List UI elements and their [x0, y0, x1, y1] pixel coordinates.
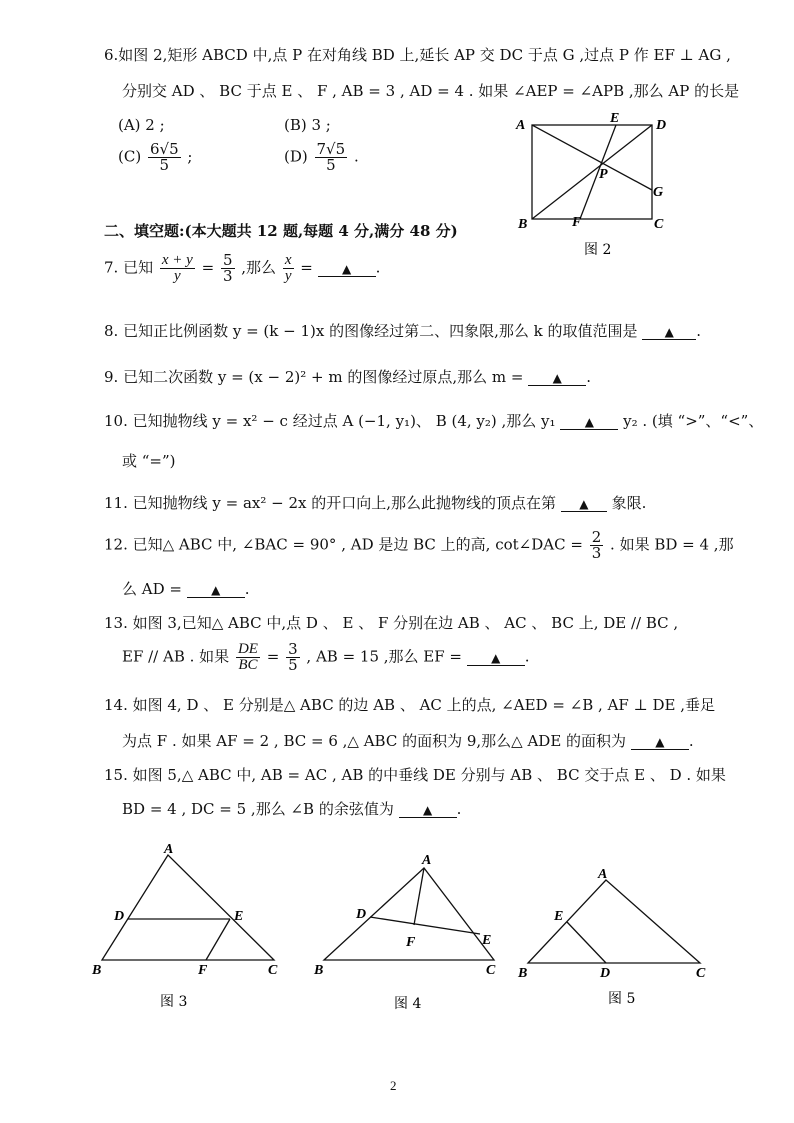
answer-mark: ▲ [422, 803, 433, 817]
fraction-numerator: x [284, 252, 292, 268]
fraction-numerator: 5 [222, 251, 233, 269]
q13-line2-prefix: EF // AB . 如果 [122, 647, 230, 666]
figure-5 [510, 860, 710, 1020]
fig3-segment-ef [206, 919, 230, 960]
fig3-label-e: E [234, 909, 244, 924]
q11-prefix: 11. 已知抛物线 y = ax² − 2x 的开口向上,那么此抛物线的顶点在第 [104, 494, 557, 512]
q14-end: . [688, 732, 694, 750]
q12-fraction [590, 530, 604, 561]
q6-option-d-fraction [315, 142, 348, 173]
q6-option-c-fraction [148, 142, 181, 173]
section-2-title: 二、填空题:(本大题共 12 题,每题 4 分,满分 48 分) [104, 222, 458, 240]
q6-option-d [284, 142, 359, 173]
q13-fraction-1 [236, 642, 260, 673]
fraction-numerator: DE [237, 641, 258, 657]
q10-line2: 或 “=”) [122, 452, 176, 470]
fig5-segment-ed [567, 922, 606, 963]
fig4-label-e: E [482, 933, 492, 948]
q14-line1: 14. 如图 4, D 、 E 分别是△ ABC 的边 AB 、 AC 上的点, ∠AED = ∠B , AF ⊥ DE ,垂足 [104, 696, 715, 714]
q14-line2 [122, 730, 694, 751]
answer-mark: ▲ [579, 497, 589, 511]
q9-end: . [586, 368, 592, 386]
answer-mark: ▲ [584, 415, 594, 429]
q10-line1-prefix: 10. 已知抛物线 y = x² − c 经过点 A (−1, y₁)、 B (4, y₂) ,那么 y₁ [104, 412, 556, 430]
fig2-label-p: P [599, 167, 608, 182]
figure-3 [88, 840, 298, 1020]
q8-end: . [696, 322, 702, 340]
fig4-label-a: A [422, 853, 432, 868]
fig4-label-d: D [356, 907, 367, 922]
fig2-label-c: C [654, 217, 664, 232]
q6-option-b: (B) 3 ; [284, 116, 331, 134]
q8 [104, 320, 701, 341]
fig4-label-f: F [406, 935, 416, 950]
fig5-label-e: E [554, 909, 564, 924]
q10-answer-blank[interactable] [560, 414, 618, 430]
fig2-diagonal-bd [532, 125, 652, 219]
q15-answer-blank[interactable] [399, 802, 457, 818]
q12-end: . [244, 580, 250, 598]
q8-text: 8. 已知正比例函数 y = (k − 1)x 的图像经过第二、四象限,那么 k 的取值范围是 [104, 322, 638, 340]
q9-answer-blank[interactable] [528, 370, 586, 386]
fig2-label-f: F [572, 215, 582, 230]
q11-answer-blank[interactable] [561, 496, 607, 512]
q15-end: . [456, 800, 462, 818]
q13-answer-blank[interactable] [467, 650, 525, 666]
q13-line2-suffix: , AB = 15 ,那么 EF = [306, 647, 463, 666]
fig5-caption: 图 5 [608, 991, 636, 1007]
answer-mark: ▲ [491, 650, 501, 665]
q9-text: 9. 已知二次函数 y = (x − 2)² + m 的图像经过原点,那么 m = [104, 368, 524, 386]
fraction-denominator: y [174, 268, 181, 284]
fig5-label-d: D [600, 966, 611, 981]
q8-answer-blank[interactable] [642, 324, 696, 340]
fraction-numerator: 7√5 [316, 140, 346, 158]
answer-mark: ▲ [552, 371, 562, 385]
fig2-label-g: G [653, 185, 664, 200]
fraction-denominator: 3 [591, 544, 602, 562]
fig3-label-f: F [198, 963, 208, 978]
q13-end: . [524, 647, 530, 666]
q15-line2-prefix: BD = 4 , DC = 5 ,那么 ∠B 的余弦值为 [122, 800, 394, 818]
fraction-denominator: 5 [288, 656, 298, 674]
fig5-label-a: A [598, 867, 608, 882]
fig2-label-d: D [656, 118, 667, 133]
q7-equals-2: = [300, 258, 313, 277]
fraction-denominator: 5 [326, 156, 336, 174]
fraction-numerator: 6√5 [149, 140, 179, 158]
q13-line2 [122, 642, 530, 673]
q7 [104, 253, 380, 284]
fig2-label-a: A [516, 118, 526, 133]
q6-option-c-label: (C) [118, 147, 142, 166]
q13-line1: 13. 如图 3,已知△ ABC 中,点 D 、 E 、 F 分别在边 AB 、 AC 、 BC 上, DE // BC , [104, 614, 679, 632]
fig4-caption: 图 4 [394, 996, 422, 1012]
q12-line2 [122, 578, 250, 599]
figure-2 [510, 108, 680, 258]
q7-end: . [375, 258, 381, 277]
fraction-numerator: 3 [288, 640, 298, 658]
page-number: 2 [390, 1078, 397, 1093]
q6-option-c [118, 142, 192, 173]
q12-answer-blank[interactable] [187, 582, 245, 598]
q6-option-d-label: (D) [284, 147, 308, 166]
q10-line1-suffix: y₂ . (填 “>”、“<”、 [623, 412, 764, 430]
q12-line1-suffix: . 如果 BD = 4 ,那 [610, 535, 734, 554]
q13-fraction-2 [286, 642, 300, 673]
q7-fraction-2 [221, 253, 235, 284]
fraction-denominator: 3 [222, 267, 233, 285]
q11-suffix: 象限. [611, 494, 647, 512]
fraction-denominator: y [284, 268, 292, 284]
fraction-denominator: 5 [159, 156, 170, 174]
fig4-label-c: C [486, 963, 496, 978]
answer-mark: ▲ [664, 325, 674, 339]
fig3-label-c: C [268, 963, 278, 978]
q13-equals: = [266, 647, 280, 666]
q6-option-a: (A) 2 ; [118, 116, 165, 134]
fig3-label-b: B [92, 963, 102, 978]
fraction-denominator: BC [238, 657, 258, 673]
q14-answer-blank[interactable] [631, 734, 689, 750]
q12-line2-prefix: 么 AD = [122, 580, 182, 598]
fraction-numerator: 2 [591, 528, 602, 546]
figure-4 [310, 846, 510, 1020]
q9 [104, 366, 591, 387]
fig3-label-d: D [114, 909, 125, 924]
answer-mark: ▲ [342, 261, 352, 276]
fig4-label-b: B [314, 963, 324, 978]
fig3-caption: 图 3 [160, 994, 188, 1010]
q7-fraction-1 [160, 253, 195, 284]
fig5-label-b: B [518, 966, 528, 981]
fraction-numerator: x + y [161, 252, 193, 268]
q6-option-c-tail: ; [187, 147, 193, 166]
q14-line2-prefix: 为点 F . 如果 AF = 2 , BC = 6 ,△ ABC 的面积为 9,那么△ ADE 的面积为 [122, 732, 627, 750]
fig3-label-a: A [164, 842, 174, 857]
fig2-label-e: E [610, 111, 620, 126]
fig2-label-b: B [518, 217, 528, 232]
fig2-line-ef [580, 125, 616, 219]
fig5-label-c: C [696, 966, 706, 981]
q11 [104, 492, 646, 513]
q7-equals: = [201, 258, 215, 277]
fig3-triangle [102, 855, 274, 960]
answer-mark: ▲ [211, 583, 221, 597]
fig2-line-ag [532, 125, 652, 190]
q7-middle: ,那么 [241, 258, 277, 277]
q6-option-d-tail: . [353, 147, 359, 166]
q7-fraction-3 [283, 253, 294, 284]
q6-line1: 6.如图 2,矩形 ABCD 中,点 P 在对角线 BD 上,延长 AP 交 DC 于点 G ,过点 P 作 EF ⊥ AG , [104, 46, 731, 64]
q15-line1: 15. 如图 5,△ ABC 中, AB = AC , AB 的中垂线 DE 分别与 AB 、 BC 交于点 E 、 D . 如果 [104, 766, 726, 784]
answer-mark: ▲ [655, 735, 665, 749]
q10-line1 [104, 410, 763, 431]
q12-line1 [104, 530, 734, 561]
q15-line2 [122, 798, 461, 819]
fig2-caption: 图 2 [584, 242, 612, 258]
q7-answer-blank[interactable] [318, 261, 376, 277]
q12-line1-prefix: 12. 已知△ ABC 中, ∠BAC = 90° , AD 是边 BC 上的高, cot∠DAC = [104, 535, 583, 554]
q7-prefix: 7. 已知 [104, 258, 154, 277]
q6-line2: 分别交 AD 、 BC 于点 E 、 F , AB = 3 , AD = 4 . 如果 ∠AEP = ∠APB ,那么 AP 的长是 [122, 82, 740, 100]
